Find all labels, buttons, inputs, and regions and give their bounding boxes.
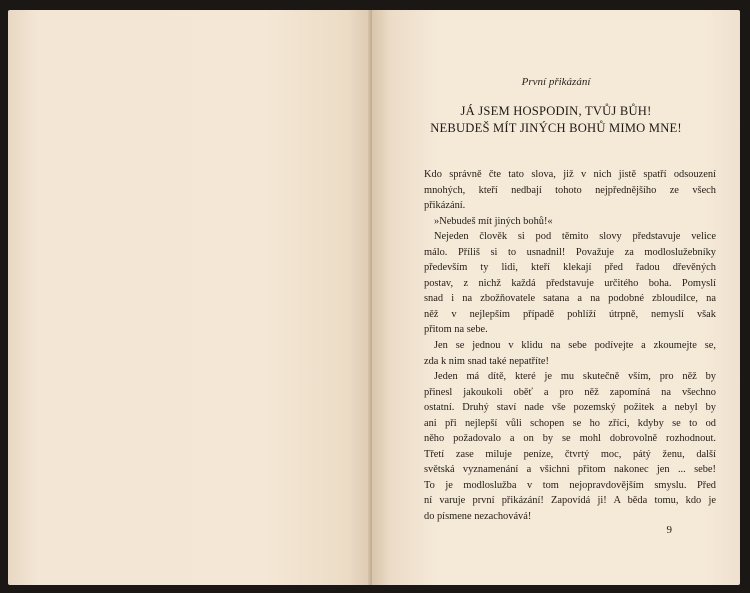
text-line: Třetí zase miluje peníze, čtvrtý moc, pátý ženu, další: [424, 448, 716, 460]
right-page: [372, 10, 740, 585]
title-line-2: NEBUDEŠ MÍT JINÝCH BOHŮ MIMO MNE!: [430, 121, 682, 135]
text-line: ní varuje první přikázání! Zapovídá ji! A běda tomu, kdo je: [424, 495, 716, 507]
page-number: 9: [666, 524, 672, 536]
text-line: do písmene nezachovává!: [424, 511, 532, 523]
running-head: První přikázání: [521, 76, 591, 88]
title-line-1: JÁ JSEM HOSPODIN, TVŮJ BŮH!: [460, 104, 652, 118]
text-line: »Nebudeš mít jiných bohů!«: [434, 215, 553, 227]
text-line: ostatní. Druhý staví nade vše pozemský požitek a nebyl by: [424, 402, 716, 414]
text-line: něho požadovalo a on by se mohl dobrovolně rozhodnout.: [424, 433, 716, 445]
chapter-title: [392, 103, 720, 137]
text-line: světská vyznamenání a všichni přitom nakonec jen ... sebe!: [424, 464, 716, 476]
text-line: především ty lidi, kteří klekají před řadou dřevěných: [424, 262, 716, 274]
text-line: Jeden má dítě, které je mu skutečně vším, pro něž by: [434, 371, 716, 383]
left-page-blank: [8, 10, 376, 585]
text-line: přinesl jakoukoli oběť a pro něž zapomíná na všechno: [424, 386, 716, 398]
text-line: přitom na sebe.: [424, 324, 488, 336]
text-line: přikázání.: [424, 200, 466, 212]
text-line: ani při nejlepší vůli schopen se ho zříci, kdyby se to od: [424, 417, 716, 429]
text-line: postav, z nichž každá představuje určitého boha. Pomyslí: [424, 277, 716, 289]
text-line: něž v nejlepším případě pohlíží útrpně, nemyslí však: [424, 308, 716, 320]
text-line: snad i na zbožňovatele satana a na podobné zbloudilce, na: [424, 293, 716, 305]
text-line: Nejeden člověk si pod těmito slovy představuje velice: [434, 231, 716, 243]
text-line: Kdo správně čte tato slova, již v nich jistě spatří odsouzení: [424, 169, 716, 180]
text-line: To je modloslužba v tom nejopravdovějším smyslu. Před: [424, 479, 716, 491]
text-line: mnohých, kteří nedbají tohoto nejpřednějšího ze všech: [424, 184, 716, 196]
text-line: Jen se jednou v klidu na sebe podívejte a zkoumejte se,: [434, 340, 716, 352]
text-line: málo. Příliš si to usnadnil! Považuje za modloslužebníky: [424, 246, 716, 258]
text-line: zda k nim snad také nepatříte!: [424, 355, 549, 367]
open-book: [8, 10, 740, 585]
body-text: [424, 167, 716, 525]
